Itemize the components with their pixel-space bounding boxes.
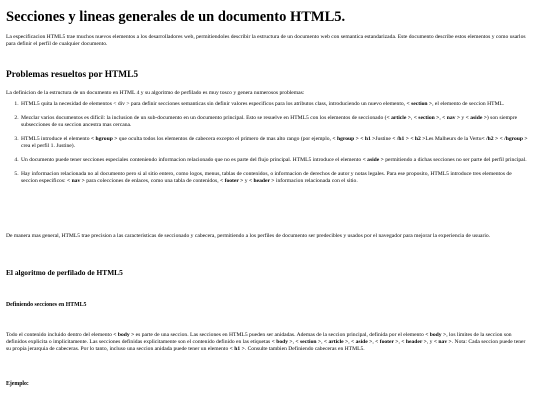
list-item: 1. HTML5 quita la necesidad de elementos < div > para definir secciones semanticas sin definir valores especificos para los atributos class, introduciendo un nuevo elemento, < section >, el elemento de seccion HTML.	[20, 101, 528, 108]
list-item: 2. Mezclar varios documentos es dificil: la inclusion de un sub-documento en un documento principal. Esto se resuelve en HTML5 con los elementos de seccionado (< article >, < section >, < nav > y < aside >) son siempre subsecciones de su seccion ancestra mas cercana.	[20, 115, 528, 129]
intro-paragraph: La especificacion HTML5 trae muchos nuevos elementos a los desarrolladores web, permitiendoles describir la estructura de un documento web con semantica estandarizada. Este documento describe estos elementos y como usarlos para definir el perfil de cualquier documento.	[6, 34, 526, 47]
list-item: 3. HTML5 introduce el elemento < hgroup > que oculta todos los elementos de cabecera excepto el primero de mas alto rango (por ejemplo, < hgroup > < h1 >Justine < /h1 > < h2 >Les Malheurs de la Vertu< /h2 > < /hgroup > crea el perfil 1. Justine).	[20, 136, 528, 150]
page-title: Secciones y lineas generales de un documento HTML5.	[6, 9, 346, 25]
section-heading-algorithm: El algoritmo de perfilado de HTML5	[6, 268, 123, 277]
section-heading-problems: Problemas resueltos por HTML5	[6, 70, 139, 80]
subsection-heading-defining-sections: Definiendo secciones en HTML5	[6, 302, 87, 308]
list-item: 5. Hay informacion relacionada no al documento pero si al sitio entero, como logos, menus, tablas de contenidos, o informacion de derechos de autor y notas legales. Para ese proposito, HTML5 introduce tres elementos de seccion especificos: < nav > para colecciones de enlaces, como una tabla de contenidos, < footer > y < header > informacion relacionada con el sitio.	[20, 171, 528, 185]
sections-paragraph: Todo el contenido incluido dentro del elemento < body > es parte de una seccion. Las secciones en HTML5 pueden ser anidadas. Ademas de la seccion principal, definida por el elemento < body >, los limites de la seccion son definidos explicita o implicitamente. Las secciones definidas explicitamente son el contenido definido en las etiquetas < body >, < section >, < article >, < aside >, < footer >, < header >, y < nav >. Nota: Cada seccion puede tener su propia jerarquia de cabeceras. Por lo tanto, incluso una seccion anidada puede tener un elemento < h1 >. Consulte tambien Definiendo cabeceras en HTML5.	[6, 332, 526, 352]
example-label: Ejemplo:	[6, 381, 29, 387]
list-item: 4. Un documento puede tener secciones especiales conteniendo informacion relacionado que no es parte del flujo principal. HTML5 introduce el elemento < aside > permitiendo a dichas secciones no ser parte del perfil principal.	[20, 157, 528, 164]
summary-paragraph: De manera mas general, HTML5 trae precision a las caracteristicas de seccionado y cabecera, permitiendo a los perfiles de documento ser predecibles y usados por el navegador para mejorar la experiencia de usuario.	[6, 233, 491, 239]
problems-lead-paragraph: La definicion de la estructura de un documento en HTML 4 y su algoritmo de perfilado es muy tosco y genera numerosos problemas:	[6, 90, 305, 96]
problems-list	[6, 101, 528, 192]
